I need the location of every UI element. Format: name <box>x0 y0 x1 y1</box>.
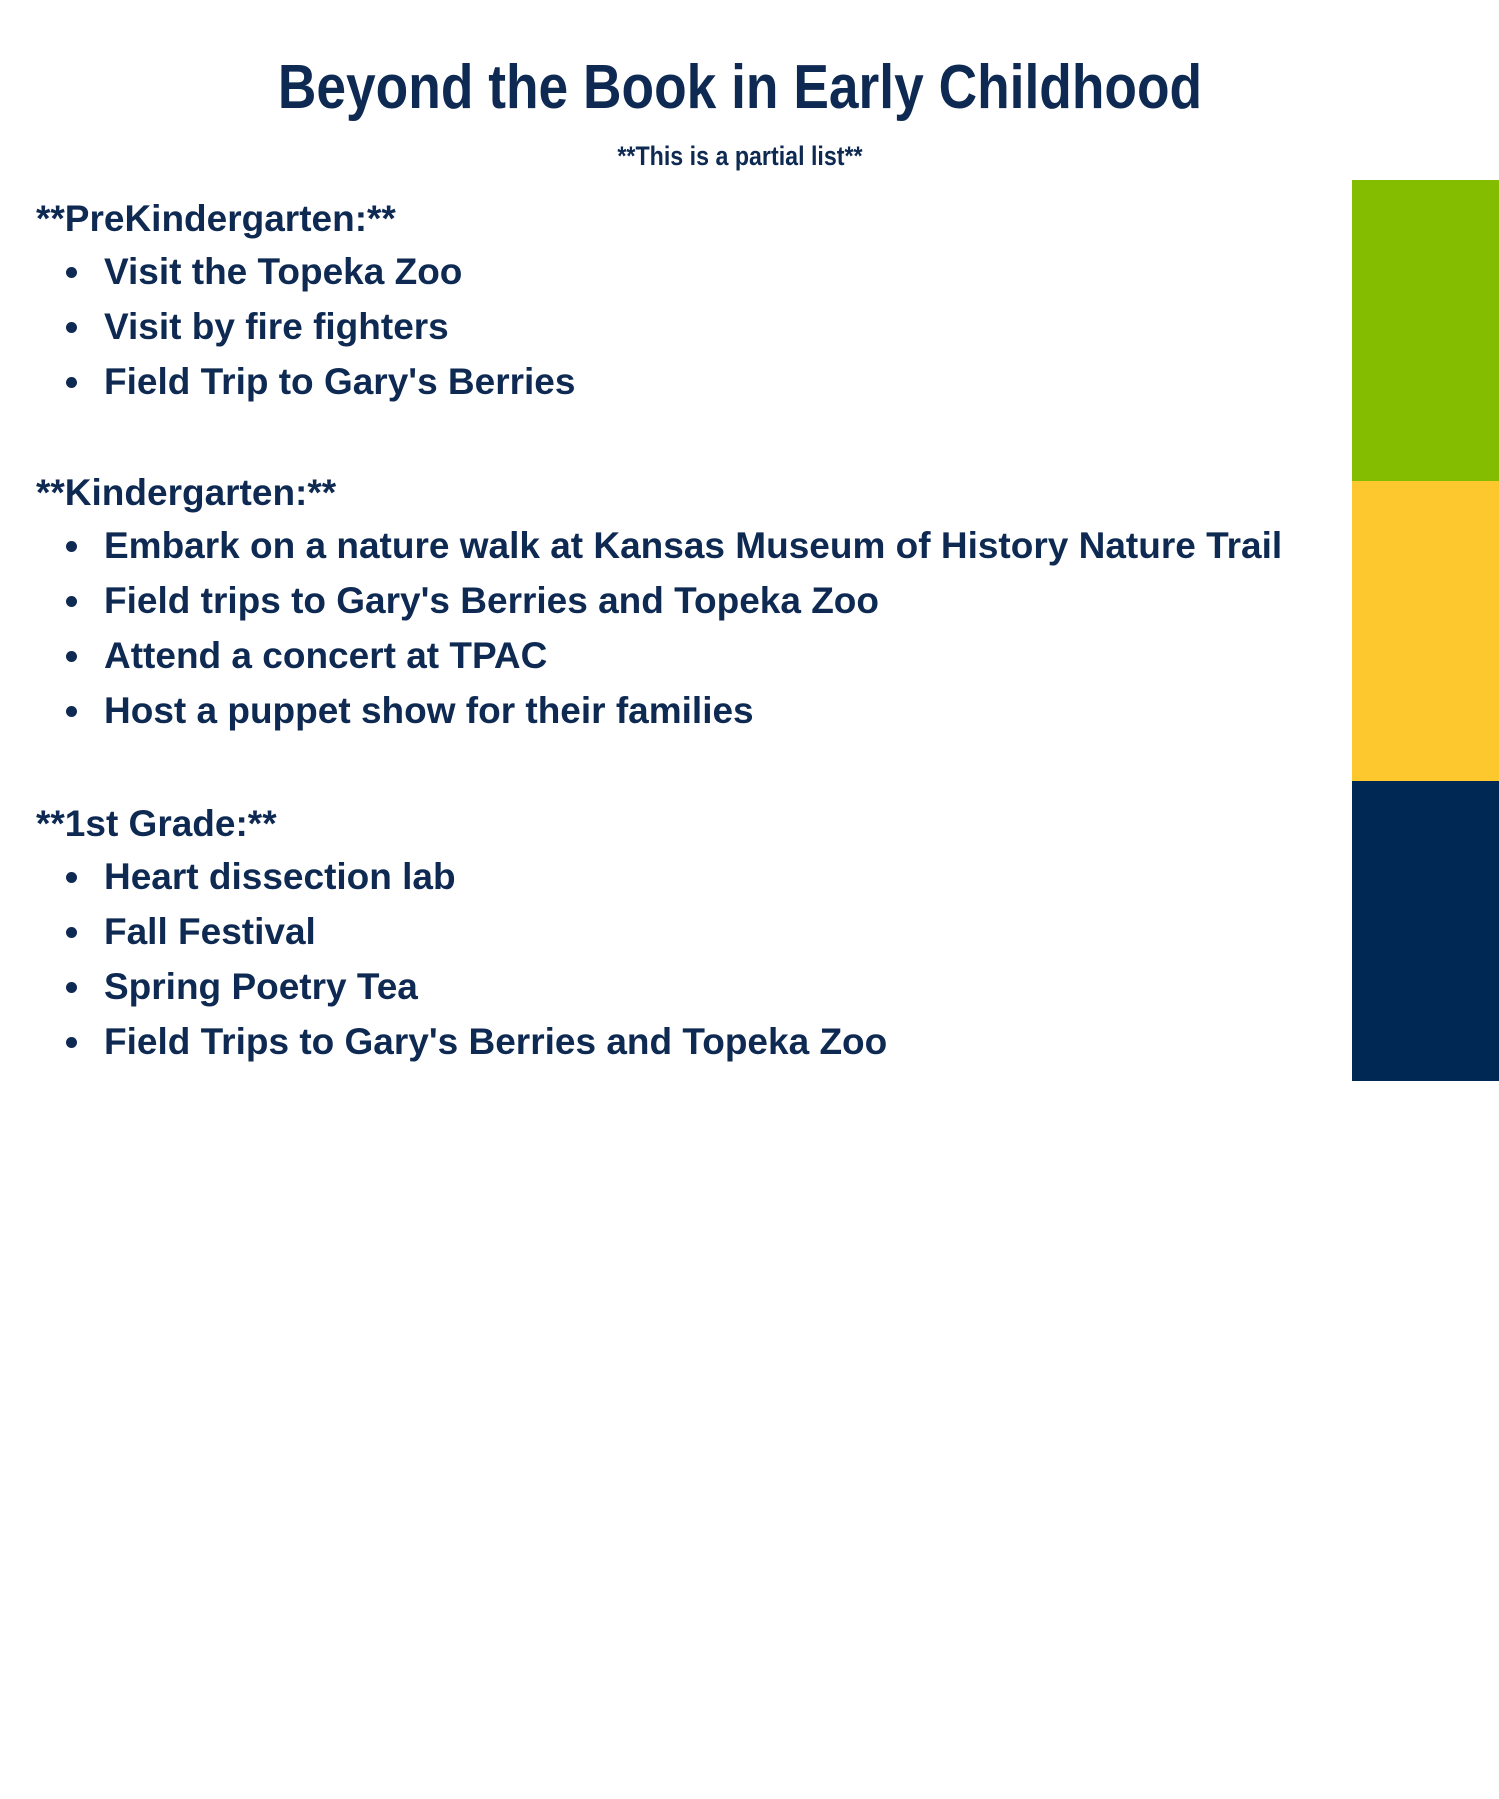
bullet-icon <box>66 267 77 278</box>
list-item-text: Visit the Topeka Zoo <box>104 251 463 292</box>
section-prekindergarten <box>36 197 1356 409</box>
bullet-icon <box>66 541 77 552</box>
list-item <box>36 299 1356 354</box>
activity-list <box>36 244 1356 409</box>
list-item-text: Fall Festival <box>104 911 316 952</box>
bullet-icon <box>66 596 77 607</box>
bullet-icon <box>66 706 77 717</box>
bullet-icon <box>66 927 77 938</box>
bullet-icon <box>66 322 77 333</box>
list-item-text: Host a puppet show for their families <box>104 690 754 731</box>
list-item <box>36 573 1356 628</box>
activity-list <box>36 849 1356 1069</box>
list-item <box>36 518 1356 573</box>
list-item-text: Visit by fire fighters <box>104 306 449 347</box>
section-heading: **PreKindergarten:** <box>36 198 396 239</box>
page-subtitle: **This is a partial list** <box>617 141 863 171</box>
section-kindergarten <box>36 471 1356 738</box>
list-item-text: Spring Poetry Tea <box>104 966 418 1007</box>
list-item <box>36 1014 1356 1069</box>
yellow-color-block <box>1352 481 1499 781</box>
page-title: Beyond the Book in Early Childhood <box>277 53 1203 122</box>
list-item-text: Field Trips to Gary's Berries and Topeka Zoo <box>104 1021 888 1062</box>
activity-list <box>36 518 1356 738</box>
bullet-icon <box>66 872 77 883</box>
navy-color-block <box>1352 781 1499 1081</box>
list-item-text: Attend a concert at TPAC <box>104 635 548 676</box>
section-heading: **Kindergarten:** <box>36 472 337 513</box>
list-item <box>36 244 1356 299</box>
list-item <box>36 354 1356 409</box>
list-item-text: Field Trip to Gary's Berries <box>104 361 576 402</box>
list-item <box>36 849 1356 904</box>
list-item-text: Field trips to Gary's Berries and Topeka Zoo <box>104 580 880 621</box>
list-item <box>36 628 1356 683</box>
bullet-icon <box>66 1037 77 1048</box>
list-item <box>36 904 1356 959</box>
list-item <box>36 959 1356 1014</box>
section-heading: **1st Grade:** <box>36 803 277 844</box>
list-item-text: Embark on a nature walk at Kansas Museum of History Nature Trail <box>104 525 1283 566</box>
bullet-icon <box>66 982 77 993</box>
list-item-text: Heart dissection lab <box>104 856 456 897</box>
list-item <box>36 683 1356 738</box>
bullet-icon <box>66 651 77 662</box>
section-1st-grade <box>36 802 1356 1069</box>
bullet-icon <box>66 377 77 388</box>
green-color-block <box>1352 180 1499 481</box>
